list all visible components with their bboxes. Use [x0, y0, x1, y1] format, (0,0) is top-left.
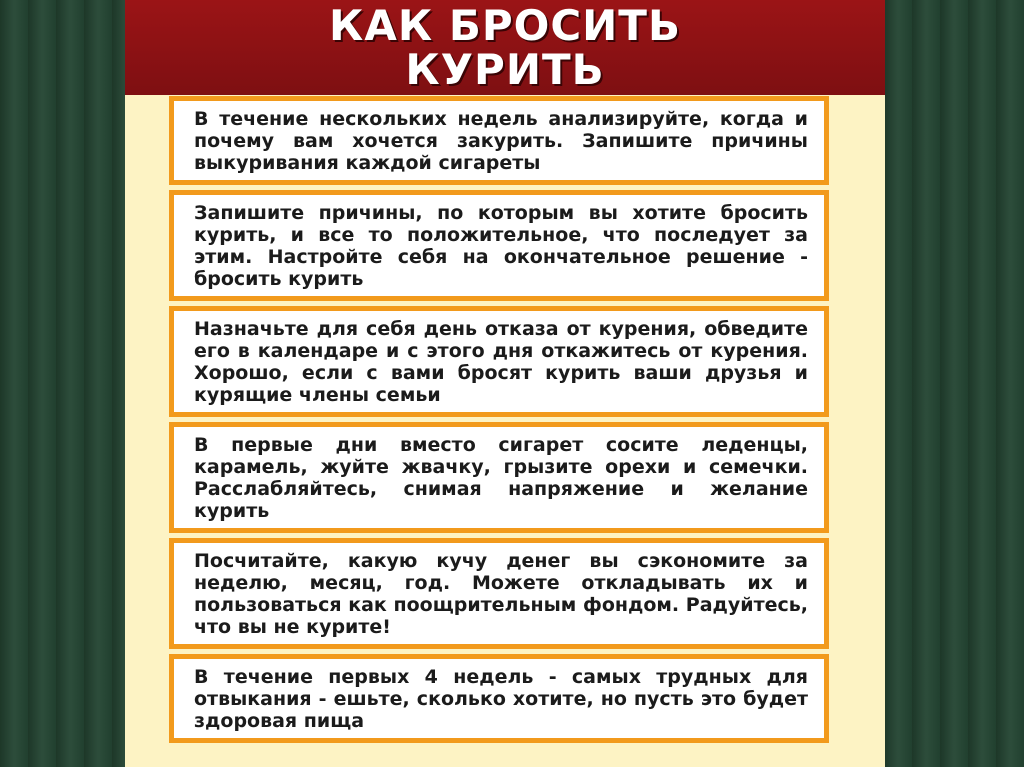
- tip-card: Назначьте для себя день отказа от курения, обведите его в календаре и с этого дня откажитесь от курения. Хорошо, если с вами бросят курить ваши друзья и курящие члены семьи: [169, 306, 829, 417]
- tip-card: В течение первых 4 недель - самых трудных для отвыкания - ешьте, сколько хотите, но пусть это будет здоровая пища: [169, 654, 829, 743]
- tips-list: [169, 96, 829, 743]
- poster-header: [125, 0, 885, 95]
- poster-title: КАК БРОСИТЬ КУРИТЬ: [329, 0, 681, 94]
- tip-card: Посчитайте, какую кучу денег вы сэкономите за неделю, месяц, год. Можете откладывать их и пользоваться как поощрительным фондом. Радуйтесь, что вы не курите!: [169, 538, 829, 649]
- tip-card: В первые дни вместо сигарет сосите леденцы, карамель, жуйте жвачку, грызите орехи и семечки. Расслабляйтесь, снимая напряжение и желание курить: [169, 422, 829, 533]
- tip-card: Запишите причины, по которым вы хотите бросить курить, и все то положительное, что последует за этим. Настройте себя на окончательное решение - бросить курить: [169, 190, 829, 301]
- curtain-left: [0, 0, 125, 767]
- poster: [125, 0, 885, 767]
- tip-card: В течение нескольких недель анализируйте, когда и почему вам хочется закурить. Запишите причины выкуривания каждой сигареты: [169, 96, 829, 185]
- curtain-right: [884, 0, 1024, 767]
